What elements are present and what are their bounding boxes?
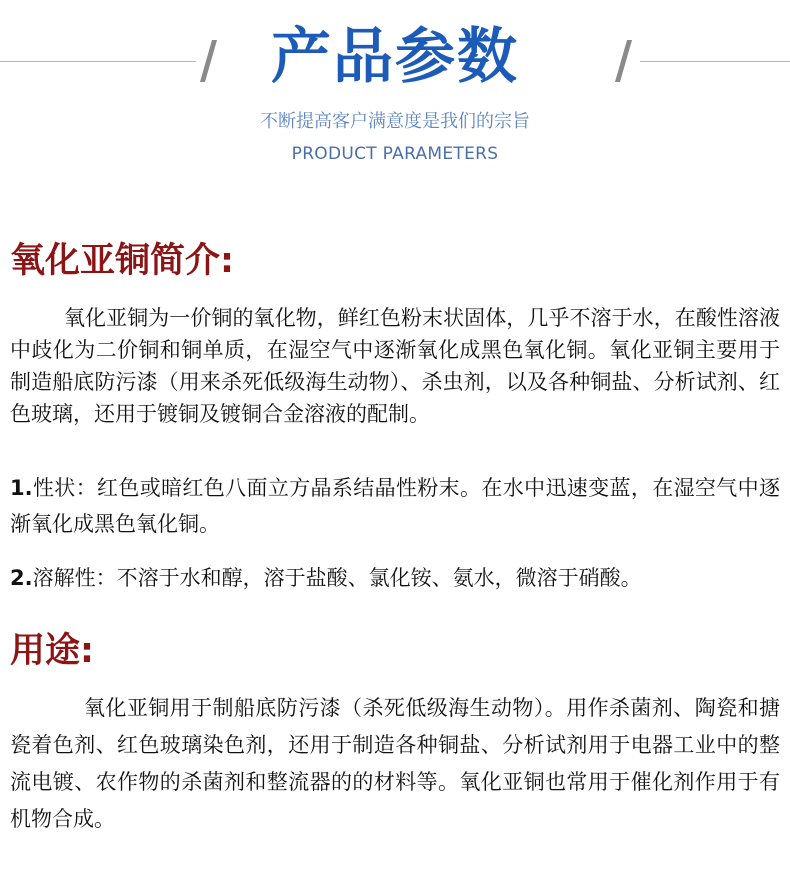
item-number: 1. [10, 476, 33, 500]
usage-paragraph: 氧化亚铜用于制船底防污漆（杀死低级海生动物）。用作杀菌剂、陶瓷和搪瓷着色剂、红色玻璃染色剂，还用于制造各种铜盐、分析试剂用于电器工业中的整流电镀、农作物的杀菌剂和整流器的的材料等。氧化亚铜也常用于催化剂作用于有机物合成。 [10, 696, 780, 831]
item-number: 2. [10, 566, 33, 590]
usage-heading: 用途: [10, 631, 94, 671]
header-divider-right [640, 61, 790, 62]
intro-heading: 氧化亚铜简介: [10, 241, 234, 281]
page-subtitle: 不断提高客户满意度是我们的宗旨 [260, 111, 530, 132]
property-item-solubility [10, 560, 780, 596]
property-item-appearance [10, 470, 780, 542]
page-title: 产品参数 [271, 22, 519, 92]
item-text: 溶解性：不溶于水和醇，溶于盐酸、氯化铵、氨水，微溶于硝酸。 [32, 566, 642, 590]
page-subtitle-english: PRODUCT PARAMETERS [291, 144, 499, 164]
item-text: 性状：红色或暗红色八面立方晶系结晶性粉末。在水中迅速变蓝，在湿空气中逐渐氧化成黑色氧化铜。 [10, 476, 780, 536]
intro-paragraph: 氧化亚铜为一价铜的氧化物，鲜红色粉末状固体，几乎不溶于水，在酸性溶液中歧化为二价铜和铜单质，在湿空气中逐渐氧化成黑色氧化铜。氧化亚铜主要用于制造船底防污漆（用来杀死低级海生动物）、杀虫剂，以及各种铜盐、分析试剂、红色玻璃，还用于镀铜及镀铜合金溶液的配制。 [10, 306, 780, 426]
